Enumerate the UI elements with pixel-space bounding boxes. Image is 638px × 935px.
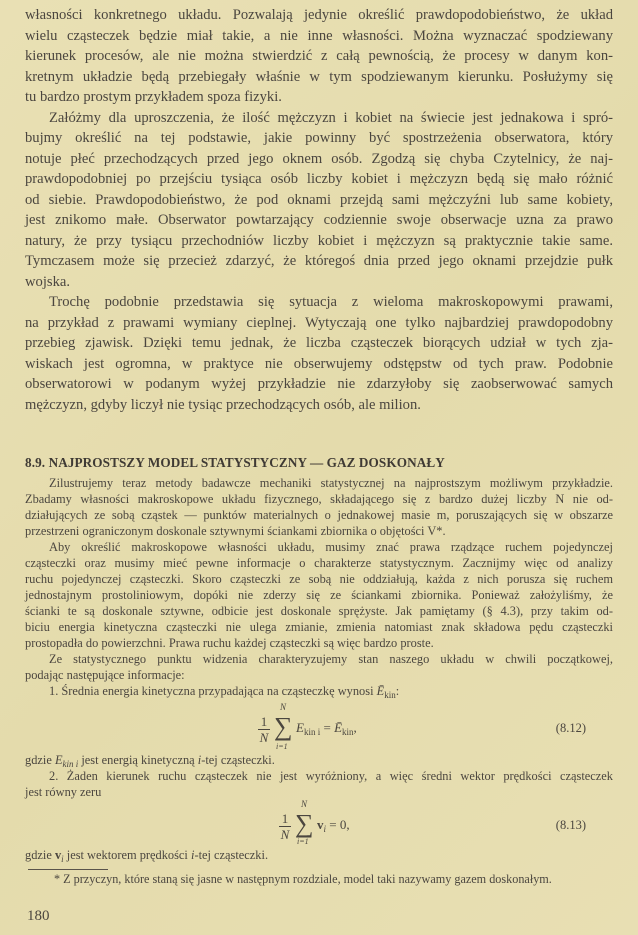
text-line: jednostajnym prostoliniowym, dopóki nie zderzy się ze ściankami zbiornika. Ponieważ założyliśmy, że xyxy=(25,588,613,602)
equation-8-12: $\frac{1}{N}$ N ∑ i=1 $E_{kin i}$ = $Ē_{kin}$, (8.12) xyxy=(259,702,586,751)
text-line: Ze statystycznego punktu widzenia charakteryzujemy stan naszego układu w chwili początkowej, xyxy=(49,652,613,666)
main-text xyxy=(25,5,613,415)
text-line: wojska. xyxy=(25,273,70,290)
text-line: podając następujące informacje: xyxy=(25,668,185,682)
footnote: * Z przyczyn, które staną się jasne w następnym rozdziale, model taki nazywamy gazem doskonałym. xyxy=(54,872,552,886)
text-line: cząsteczki oraz musimy mieć pewne informacje o charakterze statystycznym. Zacznijmy więc od analizy xyxy=(25,556,613,570)
text-line: natury, że przy tysiącu przechodniów liczby kobiet i mężczyzn są praktycznie takie same. xyxy=(25,232,613,249)
text-line: jest znikomo małe. Obserwator powtarzający codziennie swoje obserwacje uzna za prawo xyxy=(25,212,613,228)
text-line: obserwatorowi w podanym wyżej przykładzie nie zdarzyłoby się zaobserwować samych xyxy=(25,376,613,392)
text-line: mężczyzn, gdyby liczył nie tysiąc przechodzących osób, ale milion. xyxy=(25,396,421,413)
text-line: Trochę podobnie przedstawia się sytuacja z wieloma makroskopowymi prawami, xyxy=(49,294,613,310)
text-line: kretnym układzie będą przebiegały właśnie w tym spodziewanym kierunku. Posłużymy się xyxy=(25,68,613,85)
text-line: Aby określić makroskopowe własności układu, musimy znać prawa rządzące ruchem pojedynczej xyxy=(49,540,613,554)
text-line: wielu cząsteczek będzie miał takie, a nie inne własności. Można wyznaczać spodziewany xyxy=(25,27,613,44)
page-number: 180 xyxy=(27,908,50,924)
text-line: działujących ze sobą cząstek — punktów materialnych o jednakowej masie m, poruszających się w obszarze xyxy=(25,508,613,522)
text-line: Zbadamy własności makroskopowe układu fizycznego, składającego się z bardzo dużej liczby N nie od- xyxy=(25,492,613,506)
item-2: 2. Żaden kierunek ruchu cząsteczek nie jest wyróżniony, a więc średni wektor prędkości cząsteczek jest równy zeru xyxy=(25,769,613,799)
item-1: 1. Średnia energia kinetyczna przypadająca na cząsteczkę wynosi $Ē_{kin}$: xyxy=(49,684,400,700)
text-line: ruchu pojedynczej cząsteczki. Skoro cząsteczki ze sobą nie oddziałują, każda z nich porusza się ruchem xyxy=(25,572,613,586)
text-line: prawdopodobniej po przejściu tysiąca osób liczby kobiet i mężczyzn będą się mało różnić xyxy=(25,171,613,187)
text-line: od siebie. Prawdopodobieństwo, że pod oknami przejdą sami mężczyźni lub same kobiety, xyxy=(25,191,613,208)
text-line: przestrzeni ograniczonym doskonale sztywnymi ściankami zbiornika o objętości V*. xyxy=(25,524,446,538)
text-line: tu bardzo prostym przykładem spoza fizyki. xyxy=(25,89,282,105)
equation-label: (8.13) xyxy=(555,818,586,832)
where-2: gdzie $v_i$ jest wektorem prędkości i-tej cząsteczki. xyxy=(25,848,269,864)
text-line: kierunek procesów, ale nie można stwierdzić z całą pewnością, że procesy w danym kon- xyxy=(25,48,613,64)
text-line: wiskach jest ogromna, w praktyce nie obserwujemy odstępstw od tych praw. Podobnie xyxy=(25,355,613,372)
text-line: Tymczasem może się przecież zdarzyć, że któregoś dnia przed jego oknami przejdzie pułk xyxy=(25,253,613,269)
text-line: przebieg zjawisk. Dzięki temu jednak, że liczba cząsteczek biorących udział w tych zja- xyxy=(25,335,613,351)
section-heading: 8.9. NAJPROSTSZY MODEL STATYSTYCZNY — GAZ DOSKONAŁY xyxy=(25,455,445,470)
text-line: na przykład z prawami wymiany cieplnej. Wytyczają one tylko najbardziej prawdopodobny xyxy=(25,314,613,331)
footnote-divider xyxy=(28,869,108,870)
text-line: własności konkretnego układu. Pozwalają jedynie określić prawdopodobieństwo, że układ xyxy=(25,7,613,23)
text-line: ścianki te są doskonale sztywne, odbicie jest doskonale sprężyste. Jak pamiętamy (§ 4.3), przy takim od- xyxy=(25,604,613,618)
text-line: notuje płeć przechodzących przed jego oknem osób. Zgodzą się chyba Czytelnicy, że naj- xyxy=(25,150,613,167)
where-1: gdzie $E_{kin i}$ jest energią kinetyczną i-tej cząsteczki. xyxy=(25,753,275,769)
text-line: Zilustrujemy teraz metody badawcze mechaniki statystycznej na najprostszym możliwym przykładzie. xyxy=(49,476,613,490)
text-line: Załóżmy dla uproszczenia, że ilość mężczyzn i kobiet na świecie jest jednakowa i spró- xyxy=(49,109,613,126)
text-line: biciu energia kinetyczna cząsteczki nie ulega zmianie, zmienia natomiast znak składowa pędu cząsteczki xyxy=(25,620,613,634)
equation-8-13: $\frac{1}{N}$ N ∑ i=1 $v_i = 0$, (8.13) xyxy=(280,799,586,846)
text-line: prostopadła do powierzchni. Prawa ruchu każdej cząsteczki są więc bardzo proste. xyxy=(25,636,434,650)
equation-label: (8.12) xyxy=(555,721,586,735)
section-text xyxy=(25,475,613,683)
text-line: bujmy określić na tej podstawie, jakie powinny być spostrzeżenia obserwatora, który xyxy=(25,130,613,146)
